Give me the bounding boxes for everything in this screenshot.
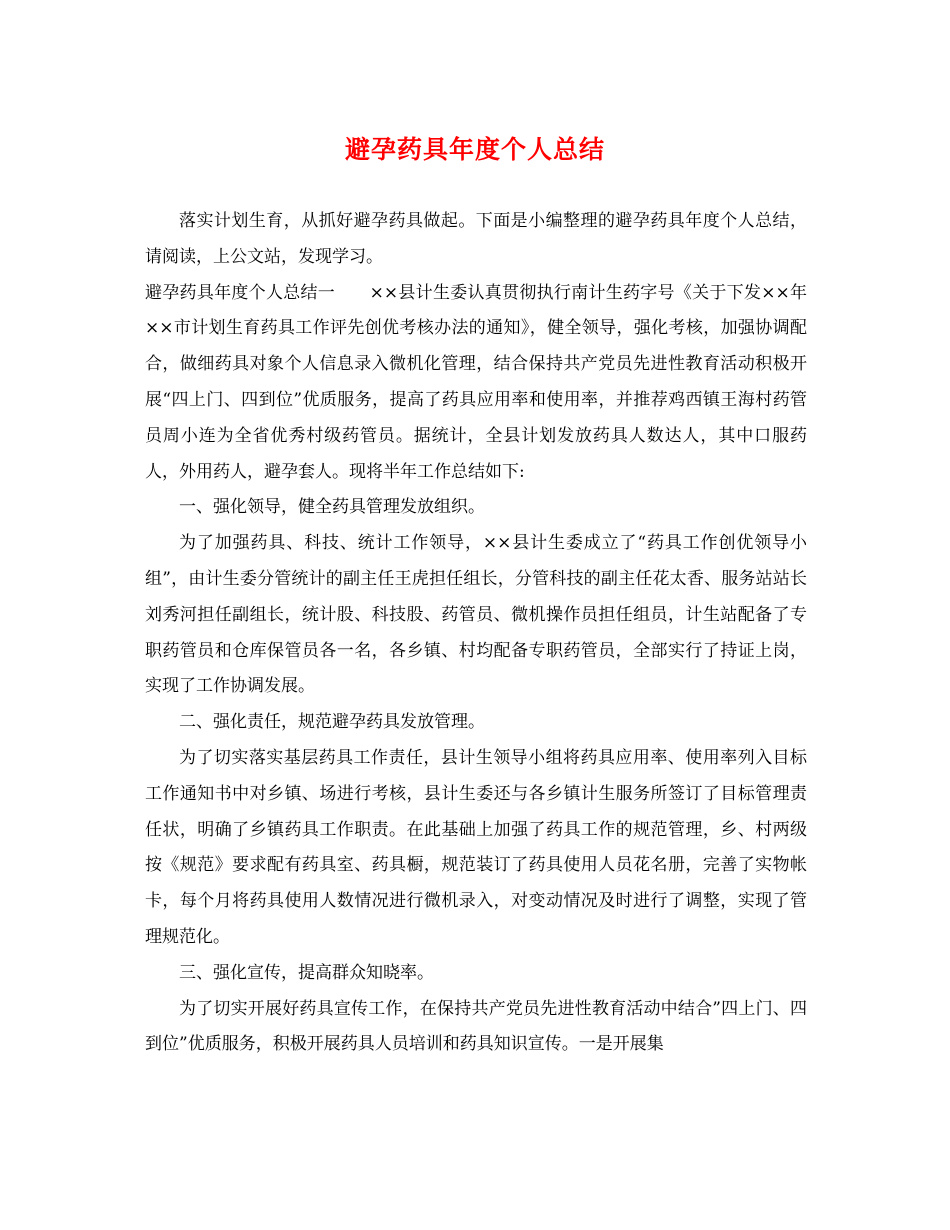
section-heading-3: 三、强化宣传，提高群众知晓率。 <box>179 962 434 983</box>
section-heading-1: 一、强化领导，健全药具管理发放组织。 <box>179 497 485 518</box>
paragraph-intro: 落实计划生育，从抓好避孕药具做起。下面是小编整理的避孕药具年度个人总结，请阅读，上公文站，发现学习。 <box>145 211 807 267</box>
paragraph-section-2: 为了切实落实基层药具工作责任，县计生领导小组将药具应用率、使用率列入目标工作通知书中对乡镇、场进行考核，县计生委还与各乡镇计生服务所签订了目标管理责任状，明确了乡镇药具工作职责。在此基础上加强了药具工作的规范管理，乡、村两级按《规范》要求配有药具室、药具橱，规范装订了药具使用人员花名册，完善了实物帐卡，每个月将药具使用人数情况进行微机录入，对变动情况及时进行了调整，实现了管理规范化。 <box>145 747 807 947</box>
document-title: 避孕药具年度个人总结 <box>344 135 605 164</box>
document-body <box>145 204 807 1063</box>
paragraph-section-1: 为了加强药具、科技、统计工作领导，××县计生委成立了“药具工作创优领导小组”，由计生委分管统计的副主任王虎担任组长，分管科技的副主任花太香、服务站站长刘秀河担任副组长，统计股、科技股、药管员、微机操作员担任组员，计生站配备了专职药管员和仓库保管员各一名，各乡镇、村均配备专职药管员，全部实行了持证上岗，实现了工作协调发展。 <box>145 533 807 697</box>
paragraph-summary-one: 避孕药具年度个人总结一 ××县计生委认真贯彻执行南计生药字号《关于下发××年××市计划生育药具工作评先创优考核办法的通知》，健全领导，强化考核，加强协调配合，做细药具对象个人信息录入微机化管理，结合保持共产党员先进性教育活动积极开展“四上门、四到位”优质服务，提高了药具应用率和使用率，并推荐鸡西镇王海村药管员周小连为全省优秀村级药管员。据统计，全县计划发放药具人数达人，其中口服药人，外用药人，避孕套人。现将半年工作总结如下: <box>145 282 807 482</box>
section-heading-2: 二、强化责任，规范避孕药具发放管理。 <box>179 712 485 733</box>
paragraph-section-3: 为了切实开展好药具宣传工作，在保持共产党员先进性教育活动中结合”四上门、四到位”优质服务，积极开展药具人员培训和药具知识宣传。一是开展集 <box>145 998 807 1055</box>
